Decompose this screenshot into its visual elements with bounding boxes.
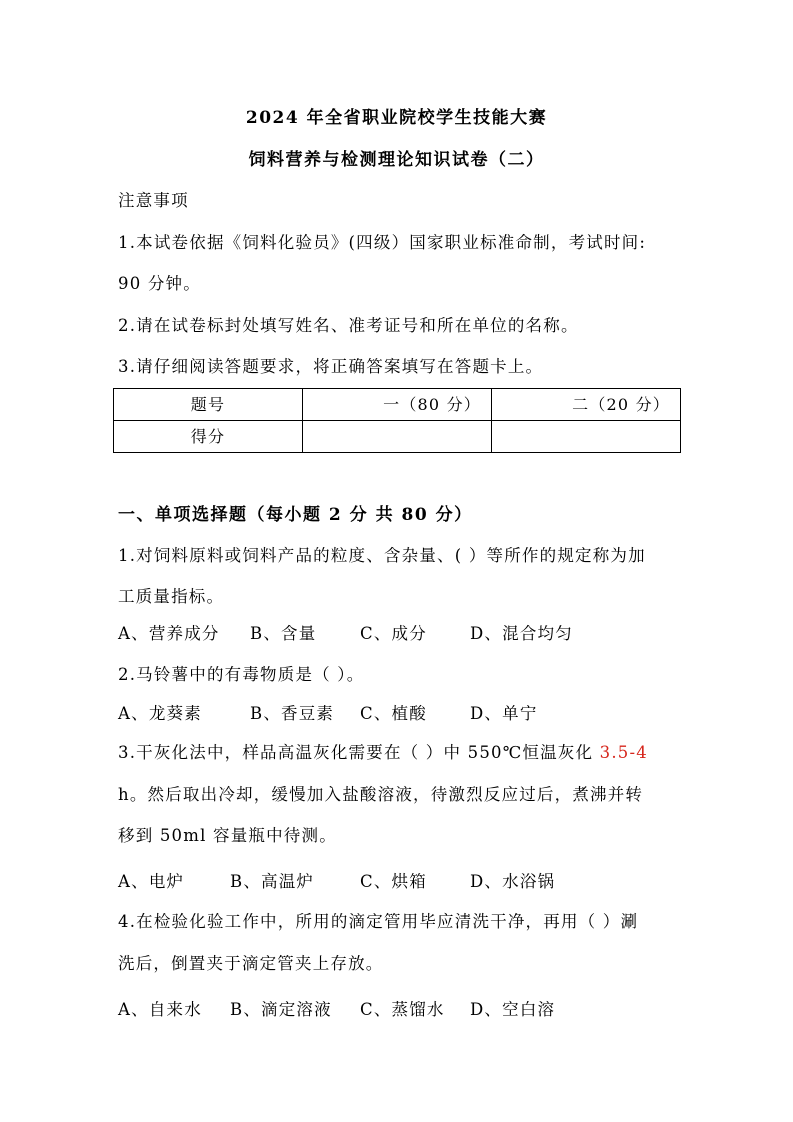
option-d[interactable]: D、水浴锅 <box>470 872 556 891</box>
option-c[interactable]: C、成分 <box>360 624 427 643</box>
question-1-text: 1.对饲料原料或饲料产品的粒度、含杂量、( ）等所作的规定称为加 <box>118 546 646 565</box>
score-table-cell: 题号 <box>114 389 303 421</box>
option-a[interactable]: A、电炉 <box>118 872 185 891</box>
section-heading: 一、单项选择题（每小题 2 分 共 80 分） <box>118 505 473 525</box>
option-a[interactable]: A、自来水 <box>118 1000 202 1019</box>
score-table <box>113 388 681 453</box>
question-3-text-cont2: 移到 50ml 容量瓶中待测。 <box>118 826 337 845</box>
score-input-cell[interactable] <box>492 421 681 453</box>
option-b[interactable]: B、高温炉 <box>230 872 315 891</box>
question-1-options <box>118 623 573 645</box>
option-d[interactable]: D、单宁 <box>470 704 538 723</box>
option-c[interactable]: C、烘箱 <box>360 872 427 891</box>
option-d[interactable]: D、空白溶 <box>470 1000 556 1019</box>
question-3-text-cont: h。然后取出冷却，缓慢加入盐酸溶液，待激烈反应过后，煮沸并转 <box>118 785 644 804</box>
note-2: 2.请在试卷标封处填写姓名、准考证号和所在单位的名称。 <box>118 316 579 335</box>
option-c[interactable]: C、蒸馏水 <box>360 1000 445 1019</box>
question-2-text: 2.马铃薯中的有毒物质是（ ）。 <box>118 665 365 684</box>
score-input-cell[interactable] <box>303 421 492 453</box>
score-table-header-row <box>114 389 681 421</box>
note-1-cont: 90 分钟。 <box>118 274 201 293</box>
score-table-cell: 一（80 分） <box>303 389 492 421</box>
note-3: 3.请仔细阅读答题要求，将正确答案填写在答题卡上。 <box>118 357 544 376</box>
option-b[interactable]: B、香豆素 <box>250 704 335 723</box>
option-b[interactable]: B、滴定溶液 <box>230 1000 332 1019</box>
exam-title: 2024 年全省职业院校学生技能大赛 <box>245 108 548 128</box>
question-2-options <box>118 703 538 725</box>
question-4-text: 4.在检验化验工作中，所用的滴定管用毕应清洗干净，再用（ ）涮 <box>118 912 639 931</box>
option-a[interactable]: A、营养成分 <box>118 624 220 643</box>
option-a[interactable]: A、龙葵素 <box>118 704 202 723</box>
score-table-score-row <box>114 421 681 453</box>
question-4-text-cont: 洗后，倒置夹于滴定管夹上存放。 <box>118 954 384 973</box>
question-3-options <box>118 871 555 893</box>
option-d[interactable]: D、混合均匀 <box>470 624 573 643</box>
question-3-text-main: 3.干灰化法中，样品高温灰化需要在（ ）中 550℃恒温灰化 <box>118 743 600 762</box>
notice-heading: 注意事项 <box>118 191 189 210</box>
question-4-options <box>118 999 555 1021</box>
option-b[interactable]: B、含量 <box>250 624 317 643</box>
score-table-cell: 二（20 分） <box>492 389 681 421</box>
question-1-text-cont: 工质量指标。 <box>118 587 225 606</box>
score-table-cell: 得分 <box>114 421 303 453</box>
question-3-text <box>118 742 648 764</box>
note-1: 1.本试卷依据《饲料化验员》(四级）国家职业标准命制，考试时间: <box>118 233 647 252</box>
option-c[interactable]: C、植酸 <box>360 704 427 723</box>
exam-subtitle: 饲料营养与检测理论知识试卷（二） <box>248 150 545 170</box>
question-3-highlight: 3.5-4 <box>599 743 648 762</box>
